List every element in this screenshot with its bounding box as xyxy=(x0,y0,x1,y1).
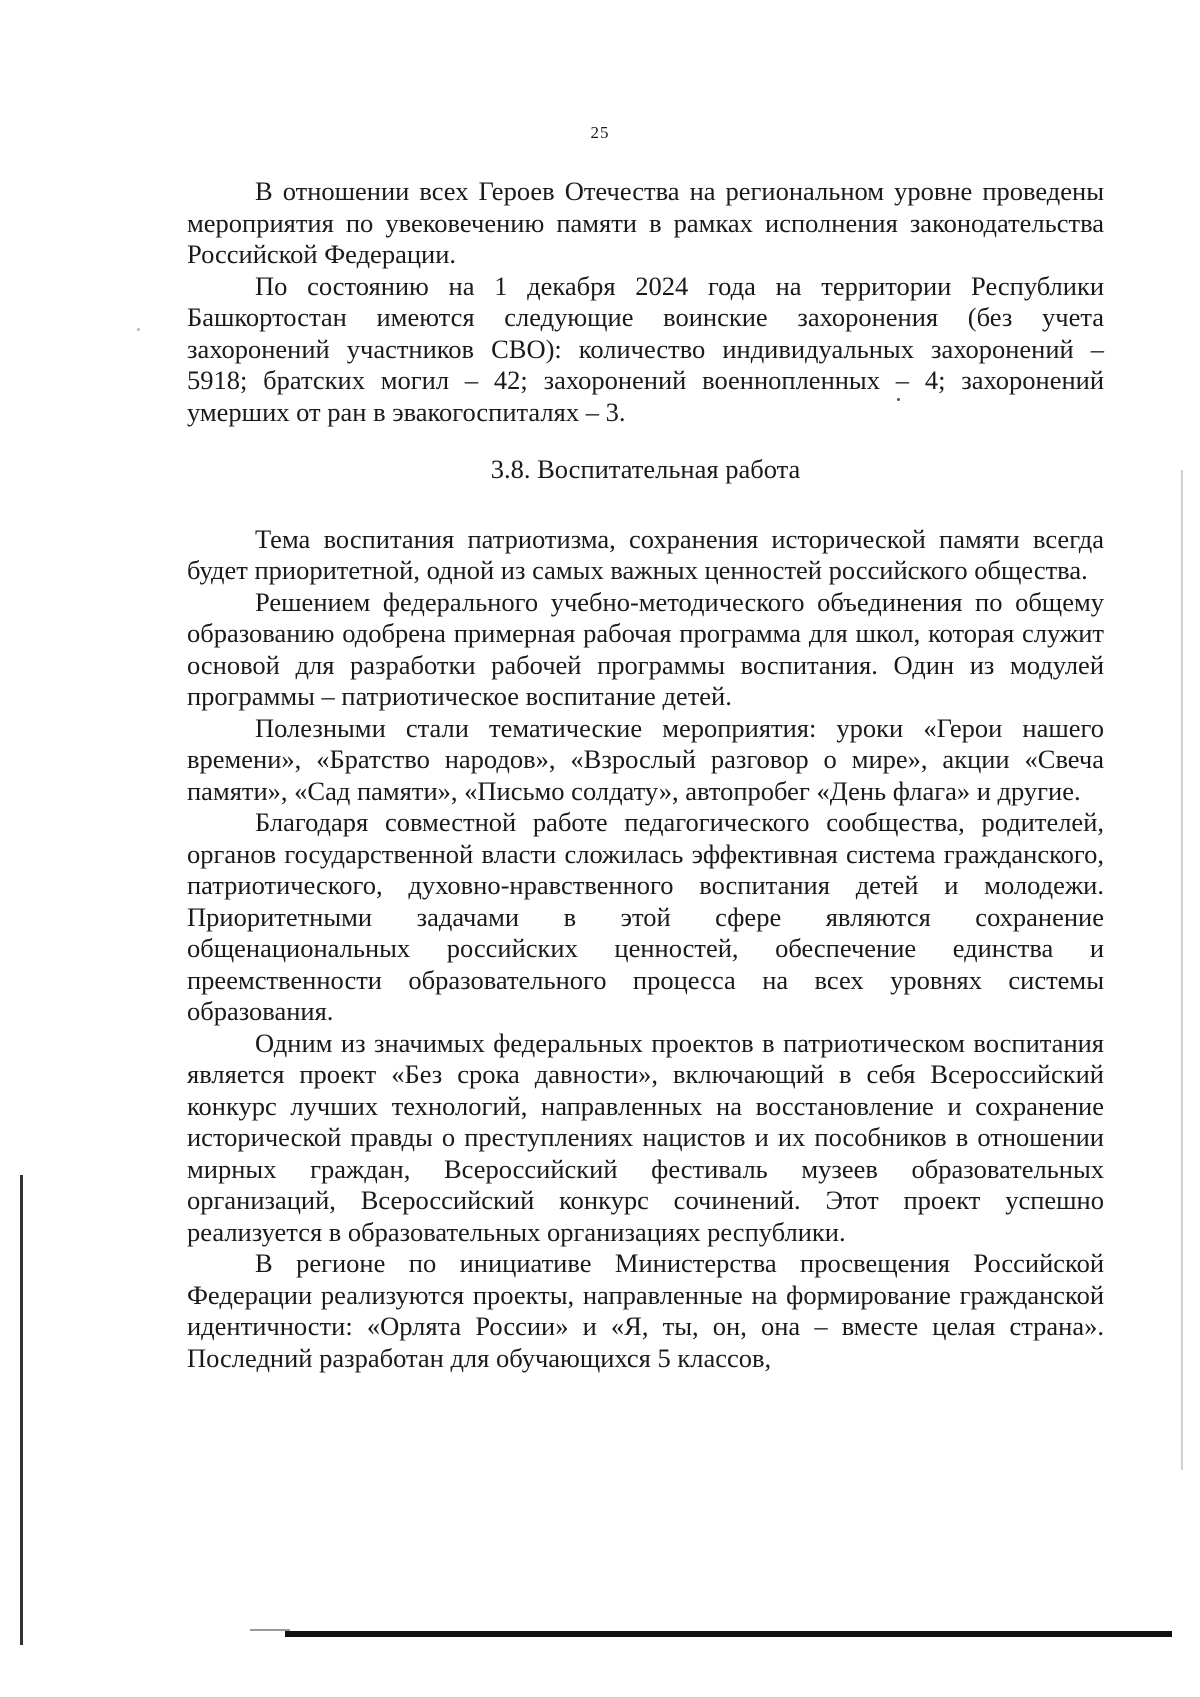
scan-speck xyxy=(137,328,140,331)
scan-bottom-bar xyxy=(285,1631,1172,1637)
paragraph-patriotism-theme: Тема воспитания патриотизма, сохранения исторической памяти всегда будет приоритетной, одной из самых важных ценностей российского общества. xyxy=(187,523,1104,585)
section-title: 3.8. Воспитательная работа xyxy=(490,454,801,484)
paragraph-no-statute-project: Одним из значимых федеральных проектов в патриотическом воспитания является проект «Без срока давности», включающий в себя Всероссийский конкурс лучших технологий, направленных на восстановление и сохранение исторической правды о преступлениях нацистов и их пособников в отношении мирных граждан, Всероссийский фестиваль музеев образовательных организаций, Всероссийский конкурс сочинений. Этот проект успешно реализуется в образовательных организациях республики. xyxy=(187,1027,1104,1247)
paragraph-civic-identity-projects: В регионе по инициативе Министерства просвещения Российской Федерации реализуются проекты, направленные на формирование гражданской идентичности: «Орлята России» и «Я, ты, он, она – вместе целая страна». Последний разработан для обучающихся 5 классов, xyxy=(187,1248,1104,1373)
document-body xyxy=(187,176,1104,1374)
scan-left-edge-line xyxy=(20,1175,23,1645)
page-number: 25 xyxy=(590,123,610,142)
scan-right-edge-line xyxy=(1181,470,1183,1470)
scan-speck xyxy=(897,398,900,401)
paragraph-military-burials: По состоянию на 1 декабря 2024 года на территории Республики Башкортостан имеются следующие воинские захоронения (без учета захоронений участников СВО): количество индивидуальных захоронений – 5918; братских могил – 42; захоронений военнопленных – 4; захоронений умерших от ран в эвакогоспиталях – 3. xyxy=(187,270,1104,427)
paragraph-work-program: Решением федерального учебно-методического объединения по общему образованию одобрена примерная рабочая программа для школ, которая служит основой для разработки рабочей программы воспитания. Один из модулей программы – патриотическое воспитание детей. xyxy=(187,586,1104,711)
paragraph-heroes-memory: В отношении всех Героев Отечества на региональном уровне проведены мероприятия по увековечению памяти в рамках исполнения законодательства Российской Федерации. xyxy=(187,176,1104,269)
paragraph-upbringing-system: Благодаря совместной работе педагогического сообщества, родителей, органов государственной власти сложилась эффективная система гражданского, патриотического, духовно-нравственного воспитания детей и молодежи. Приоритетными задачами в этой сфере являются сохранение общенациональных российских ценностей, обеспечение единства и преемственности образовательного процесса на всех уровнях системы образования. xyxy=(187,807,1104,1026)
paragraph-thematic-events: Полезными стали тематические мероприятия: уроки «Герои нашего времени», «Братство народов», «Взрослый разговор о мире», акции «Свеча памяти», «Сад памяти», «Письмо солдату», автопробег «День флага» и другие. xyxy=(187,712,1104,806)
scan-bottom-faint-line xyxy=(250,1629,290,1631)
